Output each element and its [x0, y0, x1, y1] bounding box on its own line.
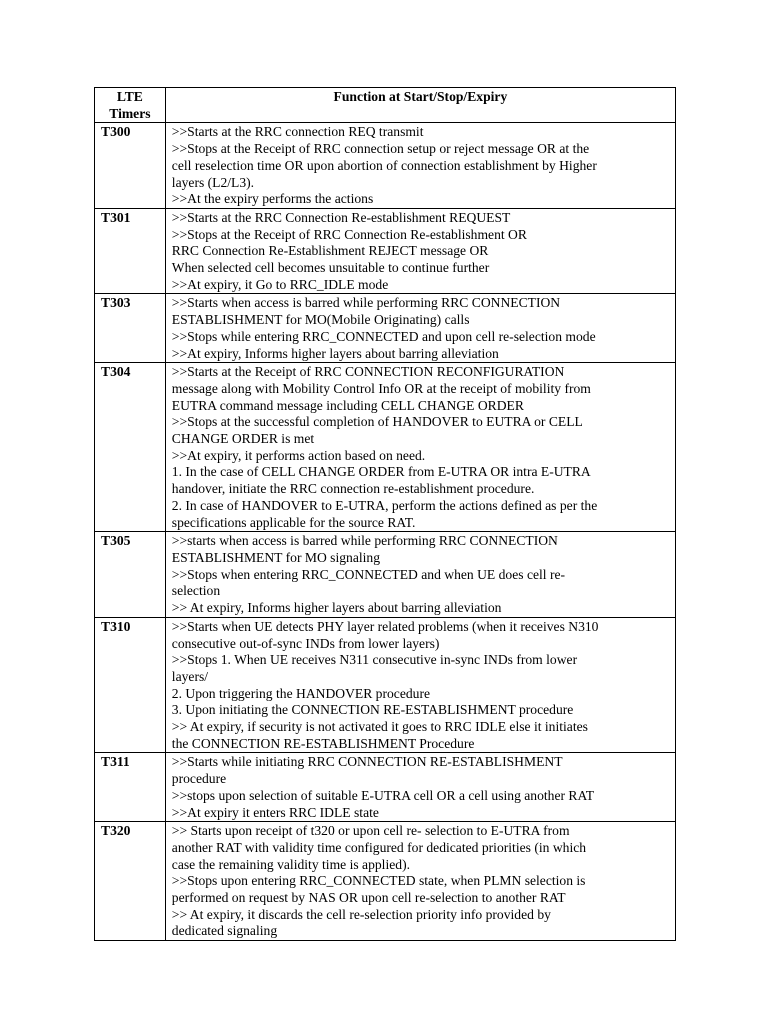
function-text-line: another RAT with validity time configured for dedicated priorities (in which [171, 839, 587, 855]
function-text-line: When selected cell becomes unsuitable to continue further [171, 260, 490, 276]
function-text-line: the CONNECTION RE-ESTABLISHMENT Procedure [171, 735, 475, 751]
timer-function-cell [165, 294, 675, 363]
function-text-line: >>Stops when entering RRC_CONNECTED and when UE does cell re- [171, 566, 566, 582]
function-text-line: >>At expiry, it Go to RRC_IDLE mode [171, 276, 389, 292]
function-text-line: cell reselection time OR upon abortion of connection establishment by Higher [171, 157, 597, 173]
timer-name-cell: T304 [95, 363, 166, 532]
function-text-line: >> At expiry, if security is not activated it goes to RRC IDLE else it initiates [171, 719, 588, 735]
function-text-line: ESTABLISHMENT for MO signaling [171, 549, 381, 565]
function-text-line: CHANGE ORDER is met [171, 431, 315, 447]
function-text-line: >>Starts at the RRC Connection Re-establishment REQUEST [171, 209, 511, 225]
timer-function-cell [165, 363, 675, 532]
function-text-line: ESTABLISHMENT for MO(Mobile Originating) calls [171, 312, 470, 328]
function-text-line: 2. Upon triggering the HANDOVER procedure [171, 685, 431, 701]
timer-function-cell [165, 532, 675, 618]
function-text-line: case the remaining validity time is applied). [171, 856, 410, 872]
function-text-line: 2. In case of HANDOVER to E-UTRA, perform the actions defined as per the [171, 497, 598, 513]
function-text-line: RRC Connection Re-Establishment REJECT message OR [171, 243, 489, 259]
function-text-line: procedure [171, 771, 227, 787]
function-text-line: >>stops upon selection of suitable E-UTRA cell OR a cell using another RAT [171, 787, 595, 803]
timer-name-cell: T311 [95, 753, 166, 822]
function-text-line: handover, initiate the RRC connection re-establishment procedure. [171, 481, 535, 497]
timer-function-cell [165, 753, 675, 822]
function-text-line: >>starts when access is barred while performing RRC CONNECTION [171, 533, 558, 549]
function-text-line: specifications applicable for the source RAT. [171, 514, 416, 530]
timer-function-cell [165, 617, 675, 753]
table-row [95, 532, 676, 618]
function-text-line: >>At expiry, it performs action based on need. [171, 447, 426, 463]
function-text-line: layers (L2/L3). [171, 174, 255, 190]
table-row [95, 617, 676, 753]
timer-function-cell [165, 822, 675, 941]
function-text-line: >>Starts while initiating RRC CONNECTION RE-ESTABLISHMENT [171, 754, 563, 770]
function-text-line: >> At expiry, it discards the cell re-selection priority info provided by [171, 906, 551, 922]
function-text-line: >>Starts at the Receipt of RRC CONNECTION RECONFIGURATION [171, 364, 565, 380]
function-text-line: >>Stops while entering RRC_CONNECTED and upon cell re-selection mode [171, 328, 596, 344]
timer-name-cell: T320 [95, 822, 166, 941]
function-text-line: >> At expiry, Informs higher layers about barring alleviation [171, 600, 502, 616]
table-body [95, 123, 676, 941]
timer-name-cell: T300 [95, 123, 166, 209]
table-row [95, 294, 676, 363]
function-text-line: >>Stops at the Receipt of RRC Connection Re-establishment OR [171, 226, 527, 242]
timer-name-cell: T305 [95, 532, 166, 618]
table-row [95, 123, 676, 209]
function-text-line: message along with Mobility Control Info OR at the receipt of mobility from [171, 380, 591, 396]
function-text-line: >> Starts upon receipt of t320 or upon cell re- selection to E-UTRA from [171, 823, 570, 839]
function-text-line: 1. In the case of CELL CHANGE ORDER from E-UTRA OR intra E-UTRA [171, 464, 591, 480]
function-text-line: dedicated signaling [171, 923, 278, 939]
function-text-line: >>Stops 1. When UE receives N311 consecutive in-sync INDs from lower [171, 652, 578, 668]
function-column-header: Function at Start/Stop/Expiry [165, 88, 675, 123]
function-text-line: >>Stops upon entering RRC_CONNECTED state, when PLMN selection is [171, 873, 586, 889]
function-text-line: consecutive out-of-sync INDs from lower layers) [171, 635, 440, 651]
timer-name-cell: T301 [95, 208, 166, 294]
function-text-line: >>At the expiry performs the actions [171, 191, 374, 207]
function-text-line: >>At expiry it enters RRC IDLE state [171, 804, 379, 820]
function-text-line: 3. Upon initiating the CONNECTION RE-ESTABLISHMENT procedure [171, 702, 574, 718]
timer-name-cell: T303 [95, 294, 166, 363]
table-header-row [95, 88, 676, 123]
timer-function-cell [165, 208, 675, 294]
function-text-line: >>Starts at the RRC connection REQ transmit [171, 124, 424, 140]
function-text-line: >>At expiry, Informs higher layers about barring alleviation [171, 345, 499, 361]
timer-column-header: LTE Timers [95, 88, 166, 123]
lte-timers-table [94, 87, 676, 941]
timer-name-cell: T310 [95, 617, 166, 753]
table-row [95, 363, 676, 532]
table-row [95, 753, 676, 822]
function-text-line: >>Stops at the successful completion of HANDOVER to EUTRA or CELL [171, 414, 583, 430]
function-text-line: performed on request by NAS OR upon cell re-selection to another RAT [171, 890, 566, 906]
function-text-line: EUTRA command message including CELL CHANGE ORDER [171, 397, 524, 413]
function-text-line: >>Starts when UE detects PHY layer related problems (when it receives N310 [171, 618, 599, 634]
function-text-line: layers/ [171, 668, 209, 684]
function-text-line: >>Starts when access is barred while performing RRC CONNECTION [171, 295, 561, 311]
table-row [95, 208, 676, 294]
table-row [95, 822, 676, 941]
function-text-line: >>Stops at the Receipt of RRC connection setup or reject message OR at the [171, 141, 590, 157]
function-text-line: selection [171, 583, 221, 599]
timer-function-cell [165, 123, 675, 209]
